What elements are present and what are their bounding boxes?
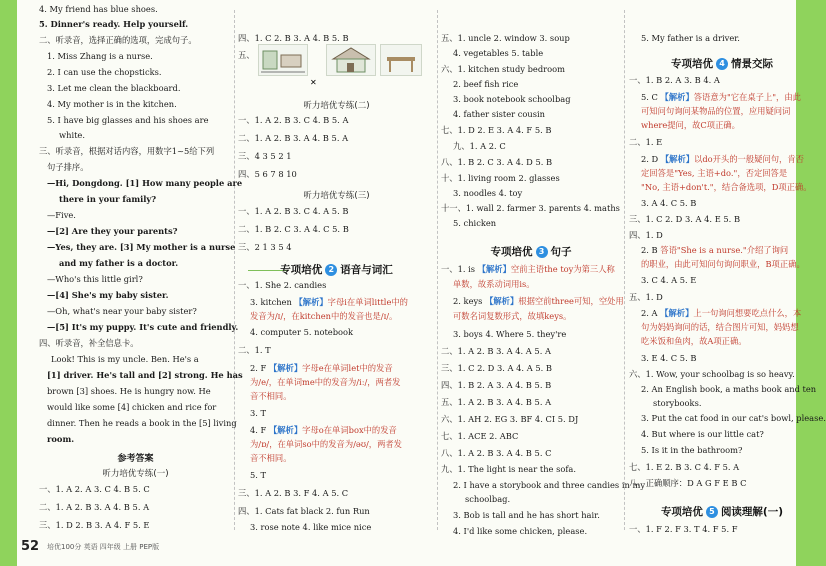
answer-line: 四、1. C 2. B 3. A 4. B 5. B: [238, 33, 349, 43]
text-line: —Yes, they are. [3] My mother is a nurse: [47, 242, 236, 252]
answer-line: 六、1. Wow, your schoolbag is so heavy.: [629, 369, 795, 379]
text-line: dinner. Then he reads a book in the [5] living: [47, 418, 237, 428]
answer-line: 八、1. B 2. C 3. A 4. D 5. B: [441, 157, 553, 167]
answer-text: 2. D: [641, 154, 659, 164]
answer-line: 三、2 1 3 5 4: [238, 242, 292, 252]
analysis-tag: 【解析】: [660, 92, 694, 102]
text-line: would like some [4] chicken and rice for: [47, 402, 217, 412]
analysis-note: 单数，故系动词用is。: [453, 279, 535, 289]
page-number: 52: [21, 539, 40, 554]
section-heading: 三、听录音，根据对话内容，用数字1~5给下列: [39, 146, 215, 156]
analysis-note: "No, 主语+don't."，结合备选项，D项正确。: [641, 182, 812, 192]
header-prefix: 专项培优: [660, 506, 703, 518]
subsection-title: 听力培优专练(一): [102, 469, 169, 479]
text-line: [1] driver. He's tall and [2] strong. He has: [47, 370, 243, 380]
column-1: [39, 0, 243, 566]
answer-text: 2. keys: [453, 296, 483, 306]
analysis-note: 可知问句询问某物品的位置，应用疑问词: [641, 106, 791, 116]
text-line: —Oh, what's near your baby sister?: [47, 306, 197, 316]
text-line: —Hi, Dongdong. [1] How many people are: [47, 178, 243, 188]
section-header: [629, 56, 815, 71]
answer-line: 一、1. A 2. B 3. C 4. A 5. B: [238, 206, 349, 216]
text-line: —[2] Are they your parents?: [47, 226, 178, 236]
answer-line: 十、1. living room 2. glasses: [441, 173, 560, 183]
answer-line: 4. father sister cousin: [453, 109, 546, 119]
section-header: [238, 262, 435, 277]
answer-line: 二、1. T: [238, 345, 271, 355]
answer-line: 3. T: [250, 408, 267, 418]
answer-line: 五、1. D: [629, 292, 663, 302]
answer-line: 三、1. C 2. D 3. A 4. A 5. B: [441, 363, 552, 373]
text-line: brown [3] shoes. He is hungry now. He: [47, 386, 211, 396]
text-line: white.: [59, 130, 85, 140]
text-line: —[5] It's my puppy. It's cute and friendly.: [47, 322, 239, 332]
answer-line: 5. T: [250, 470, 267, 480]
answer-line: 五、: [238, 50, 255, 60]
picture-answer: [380, 44, 422, 76]
analysis-note: 答语"She is a nurse."介绍了询问: [660, 245, 789, 255]
answer-line: 四、1. Cats fat black 2. fun Run: [238, 506, 370, 516]
answer-line: 八、正确顺序：D A G F E B C: [629, 478, 747, 488]
analysis-note: 字母i在单词little中的: [327, 297, 408, 307]
text-line: 4. My mother is in the kitchen.: [47, 99, 177, 109]
answer-line: 四、5 6 7 8 10: [238, 169, 297, 179]
text-line: Look! This is my uncle. Ben. He's a: [51, 354, 199, 364]
analysis-note: 的职业，由此可知问句询问职业，B项正确。: [641, 259, 805, 269]
section-number-badge: 3: [536, 246, 548, 258]
answer-line: 四、1. D: [629, 230, 663, 240]
answer-line: 五、1. A 2. B 3. A 4. B 5. A: [441, 397, 552, 407]
text-line: there in your family?: [59, 194, 157, 204]
answer-line: 七、1. D 2. E 3. A 4. F 5. B: [441, 125, 552, 135]
text-line: —[4] She's my baby sister.: [47, 290, 169, 300]
answer-line: 六、1. kitchen study bedroom: [441, 64, 565, 74]
column-divider: [437, 10, 438, 530]
answer-line: 3. rose note 4. like mice nice: [250, 522, 372, 532]
answer-line: 九、1. The light is near the sofa.: [441, 464, 576, 474]
answer-line: 4. computer 5. notebook: [250, 327, 354, 337]
room-picture-icon: [259, 45, 307, 75]
analysis-note: 发音为/ɪ/，在kitchen中的发音也是/ɪ/。: [250, 311, 398, 321]
text-line: 5. Dinner's ready. Help yourself.: [39, 19, 189, 29]
analysis-note: 字母e在单词let中的发音: [302, 363, 393, 373]
analysis-note: 空前主语the toy为第三人称: [510, 264, 615, 274]
text-line: and my father is a doctor.: [59, 258, 179, 268]
answer-line: 六、1. AH 2. EG 3. BF 4. CI 5. DJ: [441, 414, 579, 424]
answer-line: 3. A 4. C 5. B: [641, 198, 697, 208]
analysis-note: 句为妈妈询问的话，结合图片可知，妈妈想: [641, 322, 799, 332]
answer-line: 三、4 3 5 2 1: [238, 151, 292, 161]
house-picture-icon: [327, 45, 375, 75]
answer-line: 八、1. A 2. B 3. A 4. B 5. C: [441, 448, 552, 458]
section-number-badge: 2: [325, 264, 337, 276]
analysis-tag: 【解析】: [660, 308, 694, 318]
answer-line: 4. I'd like some chicken, please.: [453, 526, 588, 536]
text-line: room.: [47, 434, 75, 444]
answer-line: schoolbag.: [465, 494, 511, 504]
text-line: 4. My friend has blue shoes.: [39, 4, 158, 14]
text-line: 1. Miss Zhang is a nurse.: [47, 51, 153, 61]
analysis-note: where提问，故C项正确。: [641, 120, 740, 130]
table-picture-icon: [381, 45, 421, 75]
answer-text: 5. C: [641, 92, 658, 102]
text-line: 5. I have big glasses and his shoes are: [47, 115, 209, 125]
subsection-title: 听力培优专练(三): [303, 191, 370, 201]
answer-line: 三、1. A 2. B 3. F 4. A 5. C: [238, 488, 349, 498]
answer-line: storybooks.: [653, 398, 702, 408]
answer-line: 二、1. E: [629, 137, 663, 147]
answer-line: 4. vegetables 5. table: [453, 48, 544, 58]
analysis-note: 字母o在单词box中的发音: [302, 425, 397, 435]
analysis-tag: 【解析】: [294, 297, 328, 307]
answer-line: 4. But where is our little cat?: [641, 429, 764, 439]
analysis-note: 为/ɒ/，在单词so中的发音为/əʊ/，两者发: [250, 439, 402, 449]
answer-line: 3. boys 4. Where 5. they're: [453, 329, 567, 339]
text-line: 3. Let me clean the blackboard.: [47, 83, 181, 93]
analysis-note: 上一句询问想要吃点什么，本: [693, 308, 802, 318]
column-divider: [624, 10, 625, 530]
text-line: —Five.: [47, 210, 76, 220]
section-header: [441, 244, 621, 259]
answer-text: 4. F: [250, 425, 267, 435]
analysis-note: 为/e/，在单词me中的发音为/iː/，两者发: [250, 377, 401, 387]
answer-line: 3. noodles 4. toy: [453, 188, 523, 198]
analysis-note: 可数名词复数形式，故填keys。: [453, 311, 572, 321]
analysis-note: 以do开头的一般疑问句，肯否: [694, 154, 804, 164]
section-heading: 四、听录音，补全信息卡。: [39, 338, 139, 348]
answer-line: [641, 245, 815, 256]
analysis-note: 音不相同。: [250, 453, 292, 463]
header-prefix: 专项培优: [490, 246, 533, 258]
section-number-badge: 4: [716, 58, 728, 70]
x-mark-icon: ✕: [310, 78, 317, 87]
answer-line: [250, 297, 435, 308]
answer-line: 三、1. C 2. D 3. A 4. E 5. B: [629, 214, 741, 224]
section-number-badge: 5: [706, 506, 718, 518]
answer-line: [250, 363, 435, 374]
answer-line: [641, 92, 815, 103]
text-line: 句子排序。: [47, 162, 89, 172]
answer-line: 3. Put the cat food in our cat's bowl, please.: [641, 413, 826, 423]
answer-line: 5. Is it in the bathroom?: [641, 445, 743, 455]
section-header: [629, 504, 815, 519]
text-line: —Who's this little girl?: [47, 274, 143, 284]
answer-line: 七、1. E 2. B 3. C 4. F 5. A: [629, 462, 740, 472]
analysis-note: 定回答是"Yes, 主语+do."，否定回答是: [641, 168, 788, 178]
analysis-tag: 【解析】: [660, 154, 695, 164]
header-prefix: 专项培优: [280, 264, 323, 276]
answer-line: 2. An English book, a maths book and ten: [641, 384, 817, 394]
answer-line: 2. beef fish rice: [453, 79, 519, 89]
page-footer: [17, 539, 227, 555]
analysis-note: 根据空前three可知，空处用: [518, 296, 624, 306]
picture-answer: [258, 44, 308, 76]
answer-line: 二、1. B 2. C 3. A 4. C 5. B: [238, 224, 349, 234]
answer-line: 一、1. She 2. candies: [238, 280, 327, 290]
answer-line: [250, 425, 435, 436]
picture-answer: [326, 44, 376, 76]
column-4: [629, 0, 826, 566]
answer-line: 一、1. A 2. A 3. C 4. B 5. C: [39, 484, 150, 494]
header-title: 阅读理解(一): [720, 506, 784, 518]
answer-line: 二、1. A 2. B 3. A 4. B 5. A: [238, 133, 349, 143]
answer-text: 3. kitchen: [250, 297, 292, 307]
answer-line: 三、1. D 2. B 3. A 4. F 5. E: [39, 520, 150, 530]
header-title: 语音与词汇: [340, 264, 393, 276]
answer-line: 一、1. F 2. F 3. T 4. F 5. F: [629, 524, 738, 534]
column-divider: [234, 10, 235, 530]
answer-line: [641, 154, 815, 165]
answer-line: 2. I have a storybook and three candies in my: [453, 480, 646, 490]
analysis-tag: 【解析】: [477, 264, 511, 274]
analysis-note: 答语意为"它在桌子上"，由此: [693, 92, 801, 102]
answer-line: 九、1. A 2. C: [453, 141, 506, 151]
answer-line: 5. chicken: [453, 218, 497, 228]
analysis-note: 音不相同。: [250, 391, 292, 401]
answer-text: 2. F: [250, 363, 267, 373]
analysis-tag: 【解析】: [268, 425, 303, 435]
answer-line: 5. My father is a driver.: [641, 33, 740, 43]
answer-line: 一、1. A 2. B 3. C 4. B 5. A: [238, 115, 349, 125]
answer-text: 一、1. is: [441, 264, 476, 274]
answer-line: 二、1. A 2. B 3. A 4. B 5. A: [39, 502, 150, 512]
header-title: 情景交际: [731, 58, 773, 70]
header-prefix: 专项培优: [671, 58, 713, 70]
answer-line: 四、1. B 2. A 3. A 4. B 5. B: [441, 380, 552, 390]
column-2: [238, 0, 435, 566]
paper-sheet: [17, 0, 826, 566]
answer-text: 2. A: [641, 308, 658, 318]
analysis-tag: 【解析】: [268, 363, 303, 373]
answer-line: 3. C 4. A 5. E: [641, 275, 697, 285]
analysis-note: 吃米饭和鱼肉，故A项正确。: [641, 336, 747, 346]
answer-line: 3. Bob is tall and he has short hair.: [453, 510, 600, 520]
section-heading: 二、听录音，选择正确的选项，完成句子。: [39, 35, 197, 45]
answer-line: [641, 308, 815, 319]
answer-line: 3. E 4. C 5. B: [641, 353, 697, 363]
text-line: 2. I can use the chopsticks.: [47, 67, 162, 77]
answer-line: 二、1. A 2. B 3. A 4. A 5. A: [441, 346, 551, 356]
analysis-tag: 【解析】: [485, 296, 519, 306]
answer-line: 七、1. ACE 2. ABC: [441, 431, 519, 441]
answer-line: 十一、1. wall 2. farmer 3. parents 4. maths: [441, 203, 620, 213]
answer-line: 五、1. uncle 2. window 3. soup: [441, 33, 570, 43]
answer-line: [441, 264, 621, 275]
answer-line: 一、1. B 2. A 3. B 4. A: [629, 75, 720, 85]
subsection-title: 听力培优专练(二): [303, 101, 370, 111]
header-title: 句子: [550, 246, 572, 258]
answer-text: 2. B: [641, 245, 658, 255]
answers-title: 参考答案: [117, 454, 154, 464]
answer-line: [453, 296, 624, 307]
answer-line: 3. book notebook schoolbag: [453, 94, 571, 104]
book-info: 培优100分 英语 四年级 上册 PEP版: [47, 543, 160, 551]
